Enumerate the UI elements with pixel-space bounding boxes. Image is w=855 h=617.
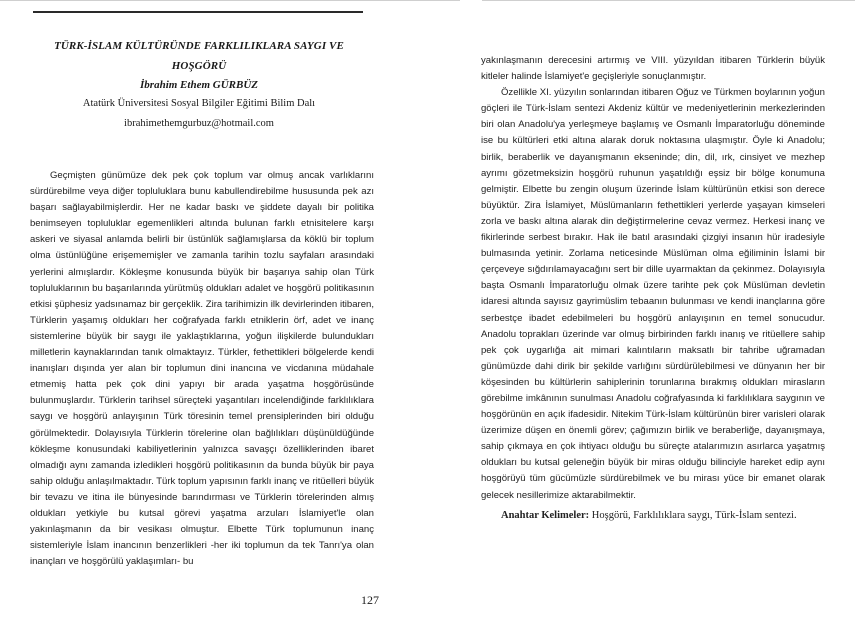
article-title-line-2: HOŞGÖRÜ <box>171 60 227 72</box>
page-number: 127 <box>361 593 379 607</box>
article-title-line-1: TÜRK-İSLAM KÜLTÜRÜNDE FARKLILIKLARA SAYGI VE <box>54 40 344 52</box>
keywords-text: Hoşgörü, Farklılıklara saygı, Türk-İslam sentezi. <box>589 509 797 521</box>
author-affiliation: Atatürk Üniversitesi Sosyal Bilgiler Eğitimi Bilim Dalı <box>82 98 316 109</box>
left-column <box>30 168 374 570</box>
abstract-paragraph-1: Geçmişten günümüze dek pek çok toplum var olmuş ancak varlıklarını sürdürebilme veya diğer topluluklara bunu kabullendirebilme hususunda pek azı başarı sağlayabilmişlerdir. Her ne kadar baskı ve şiddete dayalı bir politika benimseyen topluluklar egemenlikleri altında bulunan farklı etnisitelere karşı askeri ve siyasal anlamda belirli bir üstünlük sağlamışlarsa da köklü bir toplum olma üstünlüğüne erişememişler ve zamanla tarihin tozlu sayfaları arasındaki yerlerini almışlardır. Kökleşme konusunda büyük bir başarıya sahip olan Türk topluluklarının bu başarılarında yürütmüş oldukları adalet ve hoşgörü politikasının etkisi şüphesiz yadsınamaz bir gerçeklik. Zira tarihimizin ilk devirlerinden itibaren, Türklerin yaşamış oldukları her coğrafyada farklı etniklerin örf, adet ve inanç sistemlerine büyük bir saygı ile yaklaştıklarına, yoğun ilişkilerde bulundukları milletlerin kaynaklarından tanık olmaktayız. Türkler, fethettikleri bölgelerde kendi inanışları dışında yer alan bir toplumun dini inancına ve vicdanına müdahale etmemiş hatta pek çok dini yapıyı bir arada yaşatma hoşgörüsünde bulunmuşlardır. Türklerin tarihsel süreçteki yaşantıları incelendiğinde farklılıklara saygı ve hoşgörü anlayışının Türk töresinin temel prensiplerinden biri olduğu görülmektedir. Dolayısıyla Türklerin törelerine olan bağlılıkları düşünüldüğünde kökleşme konusundaki kabiliyetlerinin yalnızca savaşçı özelliklerinden ibaret olmadığı aynı zamanda izledikleri hoşgörü politikasının da bunda büyük bir paya sahip olduğu anlaşılmaktadır. Türk toplum yapısının farklı inanç ve ritüelleri büyük bir tevazu ve itina ile bünyesinde barındırması ve Türklerin törelerinden almış oldukları yetkiyle bu kutsal görevi yaşatma arzuları İslamiyet'le olan yakınlaşmanın da bir vesikası olmuştur. Elbette Türk toplumunun inanç sistemleriyle İslam inancının benzerlikleri -her iki toplumun da tek Tanrı'ya olan inançları ve hoşgörülü yaklaşımları- bu <box>30 170 374 568</box>
abstract-paragraph-2: Özellikle XI. yüzyılın sonlarından itibaren Oğuz ve Türkmen boylarının yoğun göçleri ile Türk-İslam sentezi Akdeniz kültür ve medeniyetlerinin merkezlerinden biri olan Anadolu'ya yerleşmeye başlamış ve Osmanlı İmparatorluğu döneminde ise bu kültürleri etki altına alarak doruk noktasına ulaşmıştır. Öyle ki Anadolu; birlik, beraberlik ve dayanışmanın ekseninde; din, dil, ırk, cinsiyet ve mezhep ayrımı gözetmeksizin hoşgörü ruhunun yaşatıldığı eşsiz bir bölge konumuna gelmiştir. Elbette bu zengin oluşum üzerinde İslam kültürünün etkisi son derece büyüktür. Zira İslamiyet, Müslümanların fethettikleri yerlerde yaşayan kimseleri zorla ve baskı altına alarak din değiştirmelerine cevaz vermez. Herkesi inanç ve fikirlerinde serbest bırakır. Hak ile batıl arasındaki çizgiyi insanın hür iradesiyle bulmasında yetinir. Zorlama neticesinde Müslüman olma eğiliminin İslami bir çerçeveye sığdırılamayacağını sert bir dille uyarmaktan da çekinmez. Dolayısıyla başta Osmanlı İmparatorluğu olmak üzere tarihte pek çok Müslüman devletin idaresi altında sayısız gayrimüslim tebaanın bulunması ve kendi inançlarına göre serbestçe ibadet edebilmeleri bu hoşgörü anlayışının en temel sonucudur. Anadolu toprakları üzerinde var olmuş birbirinden farklı inanış ve ritüellere sahip pek çok uygarlığa ait mimari kalıntıların maksatlı bir tahribe uğramadan günümüzde dahi dirik bir şekilde varlığını sürdürülebilmesi ve dünyanın her bir köşesinden bu kültürlerin sahiplerinin torunlarına bırakmış oldukları mirasların görebilme imkânının sunulması Anadolu coğrafyasında ki farklılıklara saygının ve hoşgörünün en açık ifadesidir. Nitekim Türk-İslam kültürünün birer varisleri olarak üzerimize düşen en önemli görev; çağımızın birlik ve beraberliğe, dayanışmaya, sahip çıkmaya en çok ihtiyacı olduğu bu süreçte atalarımızın asırlarca yaşatmış oldukları bu kutsal geleneğin büyük bir miras olduğu bilinciyle hareket edip aynı hoşgörüyü tüm gücümüzle sürdürebilmek ve bu mirası yüce bir emanet olarak gelecek nesillerimize aktarabilmektir. <box>481 87 825 501</box>
keywords-line <box>481 508 825 524</box>
abstract-paragraph-1-continued: yakınlaşmanın derecesini artırmış ve VIII. yüzyıldan itibaren Türklerin büyük kitleler halinde İslamiyet'e geçişleriyle sonuçlanmıştır. <box>481 55 825 83</box>
header-rule <box>33 11 363 13</box>
article-header <box>30 36 368 134</box>
top-rule-left <box>0 0 460 1</box>
top-rule-right <box>482 0 855 1</box>
right-column <box>481 53 825 524</box>
author-email: ibrahimethemgurbuz@hotmail.com <box>124 118 274 129</box>
author-name: İbrahim Ethem GÜRBÜZ <box>140 79 258 91</box>
keywords-label: Anahtar Kelimeler: <box>501 509 590 521</box>
